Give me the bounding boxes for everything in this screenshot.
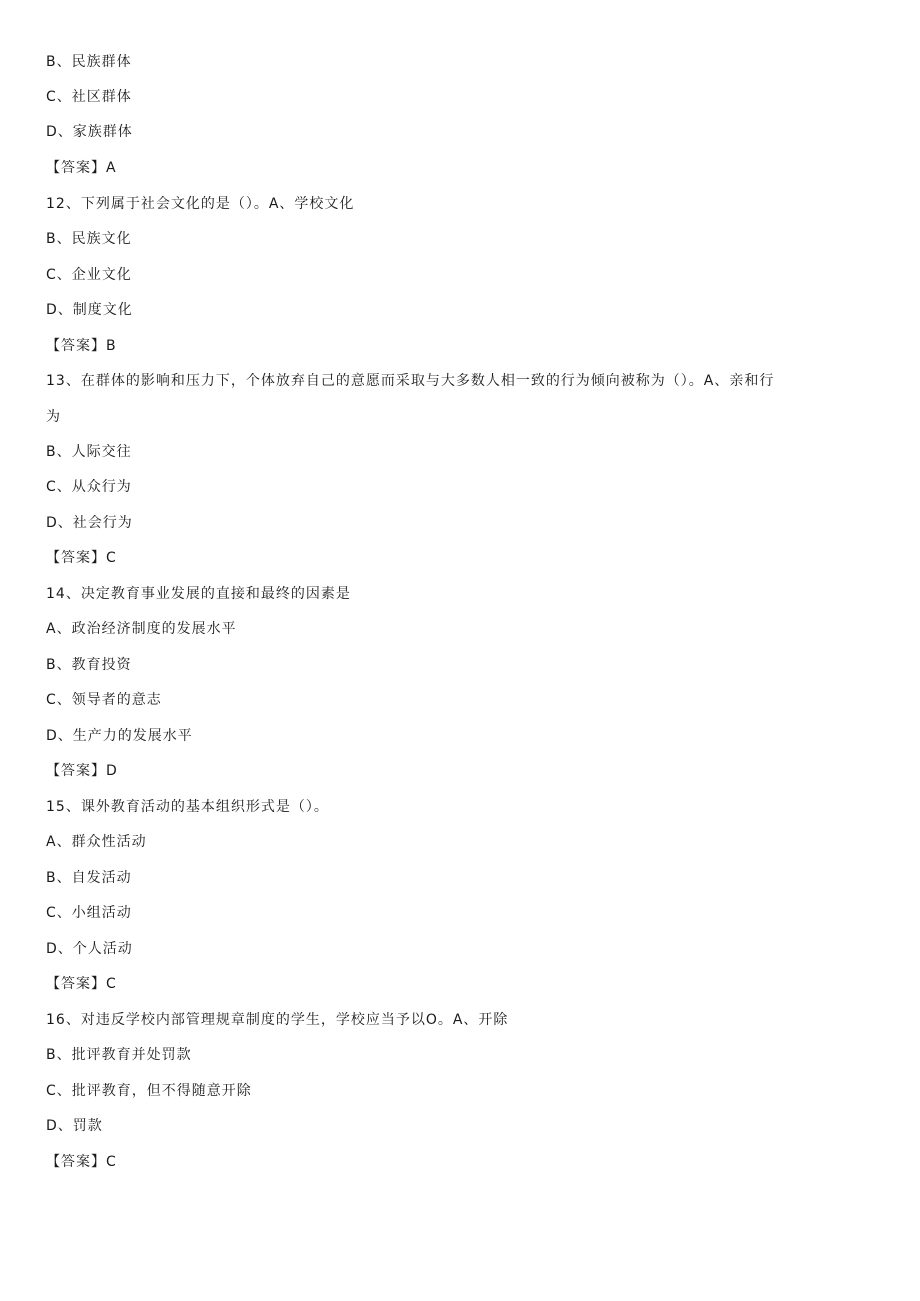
option-b-q14: B、教育投资 <box>46 657 132 673</box>
question-15: 15、课外教育活动的基本组织形式是（）。 <box>46 799 329 815</box>
option-c-q15: C、小组活动 <box>46 905 132 921</box>
option-d-q13: D、社会行为 <box>46 515 133 531</box>
question-16: 16、对违反学校内部管理规章制度的学生，学校应当予以O。A、开除 <box>46 1012 509 1028</box>
answer-q14: 【答案】D <box>46 763 118 779</box>
option-c-q11: C、社区群体 <box>46 89 132 105</box>
option-b-q15: B、自发活动 <box>46 870 132 886</box>
option-c-q12: C、企业文化 <box>46 267 132 283</box>
answer-q15: 【答案】C <box>46 976 117 992</box>
question-12: 12、下列属于社会文化的是（）。A、学校文化 <box>46 196 355 212</box>
option-d-q14: D、生产力的发展水平 <box>46 728 193 744</box>
option-c-q13: C、从众行为 <box>46 479 132 495</box>
question-13: 13、在群体的影响和压力下，个体放弃自己的意愿而采取与大多数人相一致的行为倾向被称为（）。A、亲和行 <box>46 373 775 389</box>
option-b-q16: B、批评教育并处罚款 <box>46 1047 192 1063</box>
option-b-q11: B、民族群体 <box>46 54 132 70</box>
answer-q13: 【答案】C <box>46 550 117 566</box>
question-14: 14、决定教育事业发展的直接和最终的因素是 <box>46 586 351 602</box>
option-b-q12: B、民族文化 <box>46 231 132 247</box>
option-d-q12: D、制度文化 <box>46 302 133 318</box>
option-a-q14: A、政治经济制度的发展水平 <box>46 621 237 637</box>
option-a-q15: A、群众性活动 <box>46 834 147 850</box>
option-d-q15: D、个人活动 <box>46 941 133 957</box>
option-d-q11: D、家族群体 <box>46 124 133 140</box>
option-c-q14: C、领导者的意志 <box>46 692 162 708</box>
answer-q16: 【答案】C <box>46 1154 117 1170</box>
option-c-q16: C、批评教育，但不得随意开除 <box>46 1083 252 1099</box>
question-13-continued: 为 <box>46 409 61 425</box>
option-d-q16: D、罚款 <box>46 1118 103 1134</box>
answer-q12: 【答案】B <box>46 338 117 354</box>
answer-q11: 【答案】A <box>46 160 117 176</box>
option-b-q13: B、人际交往 <box>46 444 132 460</box>
